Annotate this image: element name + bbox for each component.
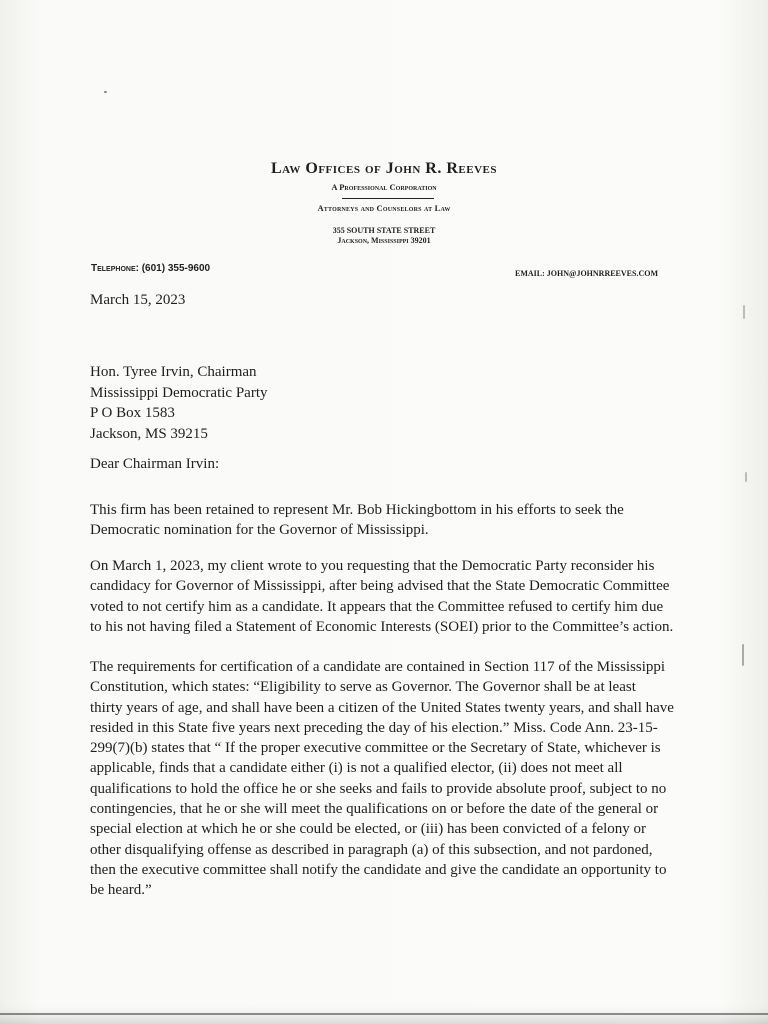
paragraph-line: Constitution, which states: “Eligibility to serve as Governor. The Governor shall be at least [90, 679, 636, 696]
paragraph-requirements [90, 657, 674, 901]
recipient-line: P O Box 1583 [90, 405, 175, 421]
paragraph-background [90, 556, 673, 637]
paper-speck [745, 472, 747, 482]
firm-corporation: A Professional Corporation [331, 182, 437, 192]
paragraph-line: thirty years of age, and shall have been a citizen of the United States twenty years, and shall have [90, 699, 674, 716]
recipient-line: Mississippi Democratic Party [90, 384, 268, 401]
paper-speck [104, 91, 107, 93]
paragraph-line: The requirements for certification of a candidate are contained in Section 117 of the Mississippi [90, 659, 666, 675]
letterhead-divider [342, 198, 434, 199]
paragraph-line: then the executive committee shall notify the candidate and give the candidate an opportunity to [90, 861, 667, 878]
paragraph-line: 299(7)(b) states that “ If the proper executive committee or the Secretary of State, whichever is [90, 740, 661, 757]
paragraph-line: This firm has been retained to represent Mr. Bob Hickingbottom in his efforts to seek the [90, 502, 624, 518]
letter-date: March 15, 2023 [90, 292, 186, 308]
paragraph-line: to his not having filed a Statement of Economic Interests (SOEI) prior to the Committee’s action. [90, 618, 674, 635]
paragraph-line: qualifications to hold the office he or she seeks and fails to provide absolute proof, subject to no [90, 780, 667, 797]
paper-speck [742, 644, 744, 666]
firm-email: EMAIL: JOHN@JOHNRREEVES.COM [515, 269, 659, 278]
recipient-line: Jackson, MS 39215 [90, 425, 208, 442]
paragraph-line: resided in this State five years next preceding the day of his election.” Miss. Code Ann. 23-15- [90, 719, 658, 736]
paragraph-line: Democratic nomination for the Governor of Mississippi. [90, 522, 429, 539]
firm-city-address: Jackson, Mississippi 39201 [337, 236, 431, 245]
paragraph-line: special election at which he or she could be elected, or (iii) has been convicted of a felony or [90, 821, 647, 838]
paragraph-line: be heard.” [90, 882, 152, 899]
recipient-line: Hon. Tyree Irvin, Chairman [90, 364, 257, 380]
firm-telephone: Telephone: (601) 355-9600 [91, 263, 211, 274]
paragraph-line: applicable, finds that a candidate either (i) is not a qualified elector, (ii) does not meet all [90, 760, 623, 777]
firm-street-address: 355 SOUTH STATE STREET [332, 226, 436, 235]
paragraph-line: On March 1, 2023, my client wrote to you requesting that the Democratic Party reconsider his [90, 558, 655, 574]
paragraph-line: candidacy for Governor of Mississippi, after being advised that the State Democratic Committee [90, 578, 670, 595]
paper-speck [743, 305, 745, 319]
salutation: Dear Chairman Irvin: [90, 456, 220, 472]
firm-name: Law Offices of John R. Reeves [271, 160, 497, 177]
recipient-address [90, 362, 267, 444]
paragraph-line: contingencies, that he or she will meet the qualifications on or before the date of the general or [90, 801, 659, 818]
scan-bottom-edge [0, 1013, 768, 1015]
firm-tagline: Attorneys and Counselors at Law [317, 203, 451, 213]
paragraph-line: other disqualifying offense as described in paragraph (a) of this subsection, and not pardoned, [90, 841, 653, 858]
paragraph-line: voted to not certify him as a candidate. It appears that the Committee refused to certify him due [90, 598, 664, 615]
paragraph-retention [90, 500, 624, 541]
